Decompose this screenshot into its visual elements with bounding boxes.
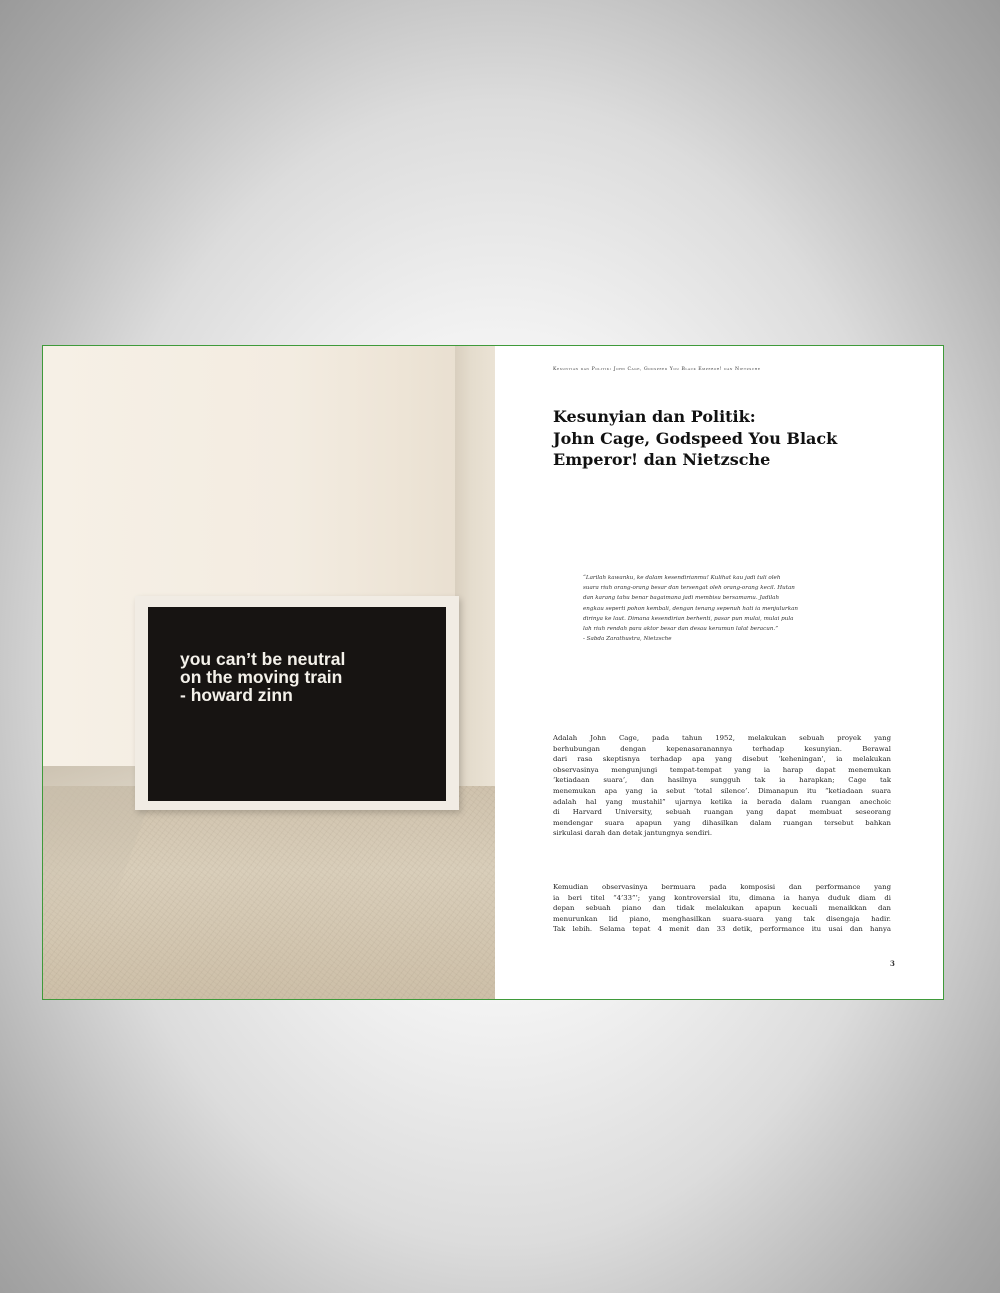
paragraph-line: dari rasa skeptisnya terhadap apa yang disebut ‘keheningan’, ia melakukan <box>553 755 891 764</box>
epigraph <box>583 573 873 644</box>
paragraph-line: depan sebuah piano dan tidak melakukan apapun kecuali menaikkan dan <box>553 904 891 913</box>
epigraph-line: “Larilah kawanku, ke dalam kesendirianmu! Kulihat kau jadi tuli oleh <box>583 575 781 581</box>
paragraph-line: menurunkan lid piano, menghasilkan suara-suara yang tak disengaja hadir. <box>553 914 891 923</box>
sign-quote: you can’t be neutral on the moving train - howard zinn <box>180 649 346 705</box>
book-spread <box>43 346 943 999</box>
title-line: Emperor! dan Nietzsche <box>553 450 771 469</box>
epigraph-attribution: - Sabda Zarathustra, Nietzsche <box>583 636 672 643</box>
page-number: 3 <box>890 959 895 968</box>
paragraph-line: ia beri titel “4’33”’; yang kontroversial itu, dimana ia hanya duduk diam di <box>553 893 891 902</box>
paragraph-line: di Harvard University, sebuah ruangan yang dapat membuat seseorang <box>553 808 891 817</box>
epigraph-line: suara riuh orang-orang besar dan tersengat oleh orang-orang kecil. Hutan <box>583 585 795 592</box>
epigraph-line: lah riuh rendah para aktor besar dan desau kerumun lalat beracun.” <box>583 626 779 633</box>
paragraph-line: Kemudian observasinya bermuara pada komposisi dan performance yang <box>553 883 891 891</box>
photo-page <box>43 346 495 999</box>
text-page <box>495 346 943 999</box>
photo-side-wall <box>455 346 495 816</box>
framed-sign <box>135 596 459 810</box>
epigraph-line: dirinya ke laut. Dimana kesendirian berhenti, pasar pun mulai, mulai pula <box>583 615 794 622</box>
title-line: John Cage, Godspeed You Black <box>553 428 838 448</box>
paragraph-line: adalah hal yang mustahil” ujarnya ketika ia berada dalam ruangan anechoic <box>553 797 891 806</box>
sign-board <box>148 607 446 801</box>
paragraph-line: menemukan apa yang ia sebut ‘total silence’. Dimanapun itu “ketiadaan suara <box>553 786 891 795</box>
paragraph-line: ‘ketiadaan suara’, dan hasilnya sungguh tak ia harapkan; Cage tak <box>553 776 891 785</box>
paragraph-line: mendengar suara apapun yang dihasilkan dalam ruangan tersebut bahkan <box>553 818 891 827</box>
paragraph-line: berhubungan dengan kepenasaranannya terhadap kesunyian. Berawal <box>553 744 891 753</box>
paragraph-line: sirkulasi darah dan detak jantungnya sendiri. <box>553 829 713 838</box>
paragraph-line: Adalah John Cage, pada tahun 1952, melakukan sebuah proyek yang <box>553 734 891 742</box>
title-line: Kesunyian dan Politik: <box>553 407 756 426</box>
epigraph-line: engkau seperti pohon kembali, dengan tenang sepenuh hati ia menjulurkan <box>583 605 799 612</box>
chapter-title <box>553 406 893 471</box>
paragraph-line: Tak lebih. Selama tepat 4 menit dan 33 detik, performance itu usai dan hanya <box>553 925 891 934</box>
paragraph-line: observasinya mengunjungi tempat-tempat yang ia harap dapat menemukan <box>553 765 891 774</box>
body-paragraph-1 <box>553 733 891 839</box>
running-head: Kesunyian dan Politik: John Cage, Godspeed You Black Emperor! dan Nietzsche <box>553 367 761 372</box>
epigraph-line: dan karang tahu benar bagaimana jadi membisu bersamamu. Jadilah <box>583 595 780 602</box>
body-paragraph-2 <box>553 882 891 935</box>
